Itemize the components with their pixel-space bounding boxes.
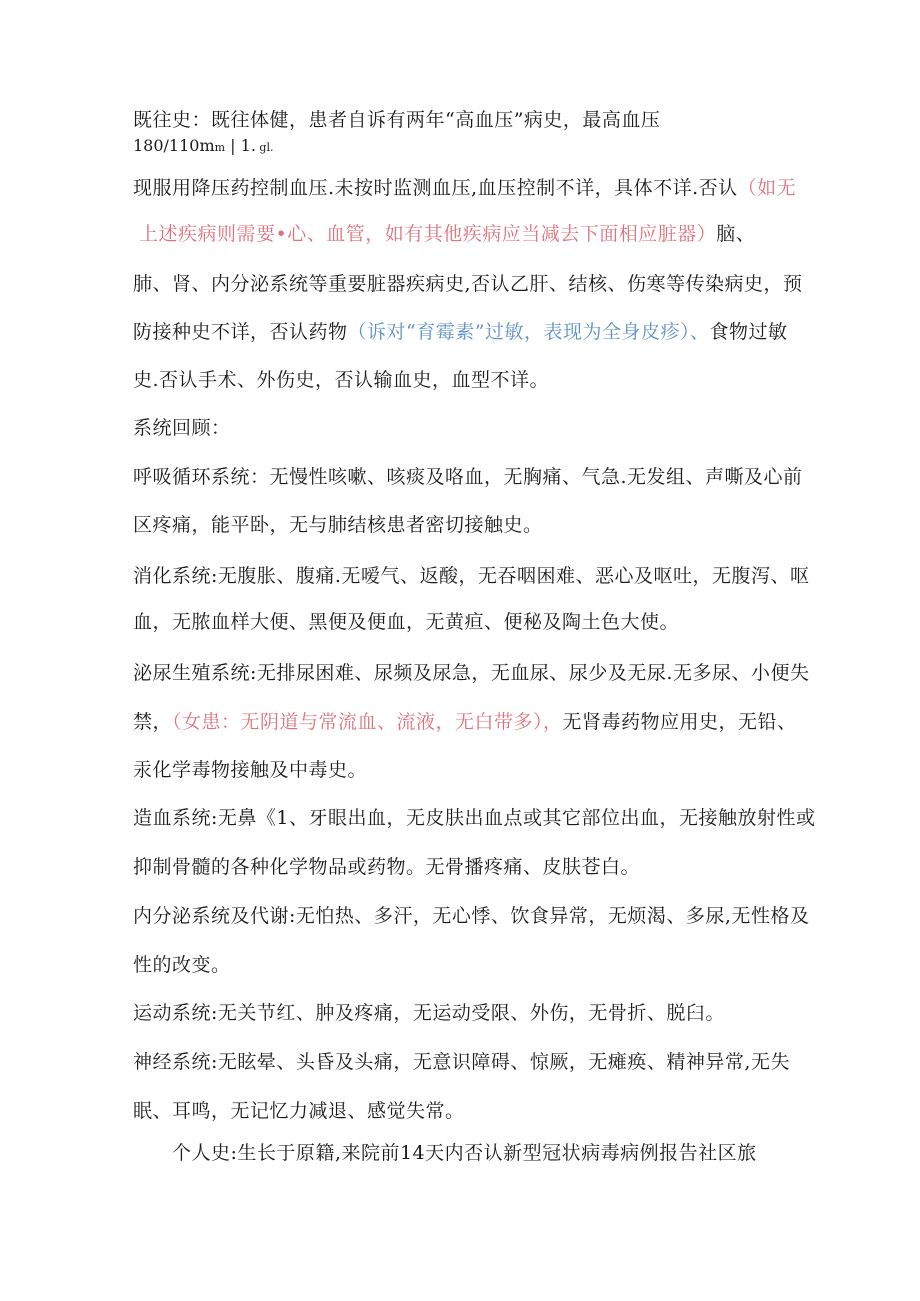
urogenital-text-2c: 无肾毒药物应用史，无铅、 — [562, 711, 797, 733]
systems-review-title: 系统回顾： — [133, 417, 231, 439]
endocrine-text-1: 内分泌系统及代谢:无怕热、多汗，无心悸、饮食异常，无烦渴、多尿,无性格及 — [133, 905, 810, 927]
past-history-line-4 — [139, 222, 755, 246]
past-history-line-2 — [133, 134, 273, 160]
digestive-text-2: 血，无脓血样大便、黑便及便血，无黄疸、便秘及陶土色大使。 — [133, 611, 680, 633]
nervous-line-1 — [133, 1050, 790, 1074]
endocrine-line-1 — [133, 904, 809, 928]
past-history-text: 既往史：既往体健，患者自诉有两年“高血压”病史，最高血压 — [133, 109, 661, 131]
organ-list-start: 脑、 — [716, 223, 756, 245]
motor-line-1 — [133, 1001, 725, 1025]
past-history-line-7 — [133, 368, 549, 392]
blood-pressure-unit-sub: m — [214, 141, 226, 154]
nervous-text-2: 眠、耳鸣，无记忆力减退、感觉失常。 — [133, 1100, 465, 1122]
red-annotation-start: （如无 — [737, 177, 797, 199]
urogenital-line-2 — [133, 710, 797, 734]
hematopoietic-text-1: 造血系统:无鼻《1、牙眼出血，无皮肤出血点或其它部位出血，无接触放射性或 — [133, 807, 816, 829]
organ-disease-history: 肺、肾、内分泌系统等重要脏器疾病史,否认乙肝、结核、伤寒等传染病史，预 — [133, 273, 803, 295]
blue-allergy-annotation: （诉对“育霉素”过敏，表现为全身皮疹）、 — [347, 321, 710, 343]
blood-pressure-fragment: | 1. — [225, 136, 256, 155]
red-annotation-continued: 上述疾病则需要•心、血管，如有其他疾病应当减去下面相应脏器） — [139, 223, 717, 245]
digestive-line-1 — [133, 564, 809, 588]
personal-history-line-1 — [172, 1141, 757, 1165]
urogenital-text-2a: 禁， — [133, 711, 173, 733]
hematopoietic-text-2: 抑制骨髓的各种化学物品或药物。无骨播疼痛、皮肤苍白。 — [133, 856, 641, 878]
food-allergy-text: 食物过敏 — [709, 321, 788, 343]
hematopoietic-line-1 — [133, 806, 816, 830]
urogenital-text-1: 泌尿生殖系统:无排尿困难、尿频及尿急，无血尿、尿少及无尿.无多尿、小便失 — [133, 662, 810, 684]
surgery-transfusion-history: 史.否认手术、外伤史，否认输血史，血型不详。 — [133, 369, 550, 391]
personal-history-text: 个人史:生长于原籍,来院前14天内否认新型冠状病毒病例报告社区旅 — [172, 1142, 757, 1164]
past-history-line-6 — [133, 320, 787, 344]
blood-pressure-value: 180/110m — [133, 136, 215, 155]
nervous-text-1: 神经系统:无眩晕、头昏及头痛，无意识障碍、惊厥，无瘫痪、精神异常,无失 — [133, 1051, 790, 1073]
red-female-annotation: （女患：无阴道与常流血、流液，无白带多）， — [172, 711, 563, 733]
nervous-line-2 — [133, 1099, 465, 1123]
past-history-line-3 — [133, 176, 796, 200]
respiratory-line-2 — [133, 513, 543, 537]
past-history-line-1 — [133, 108, 660, 132]
blood-pressure-fragment-small: gl. — [255, 141, 274, 154]
endocrine-text-2: 性的改变。 — [133, 954, 231, 976]
respiratory-line-1 — [133, 465, 803, 489]
urogenital-text-3: 汞化学毒物接触及中毒史。 — [133, 759, 368, 781]
systems-review-heading — [133, 416, 231, 440]
motor-text: 运动系统:无关节红、肿及疼痛，无运动受限、外伤，无骨折、脱臼。 — [133, 1002, 725, 1024]
digestive-text-1: 消化系统:无腹胀、腹痛.无嗳气、返酸，无吞咽困难、恶心及呕吐，无腹泻、呕 — [133, 565, 810, 587]
urogenital-line-3 — [133, 758, 367, 782]
past-history-line-5 — [133, 272, 803, 296]
vaccination-history: 防接种史不详，否认药物 — [133, 321, 348, 343]
hematopoietic-line-2 — [133, 855, 640, 879]
urogenital-line-1 — [133, 661, 809, 685]
digestive-line-2 — [133, 610, 679, 634]
medication-text: 现服用降压药控制血压.未按时监测血压,血压控制不详，具体不详.否认 — [133, 177, 738, 199]
endocrine-line-2 — [133, 953, 231, 977]
respiratory-text-2: 区疼痛，能平卧，无与肺结核患者密切接触史。 — [133, 514, 543, 536]
respiratory-text-1: 呼吸循环系统：无慢性咳嗽、咳痰及咯血，无胸痛、气急.无发组、声嘶及心前 — [133, 466, 803, 488]
